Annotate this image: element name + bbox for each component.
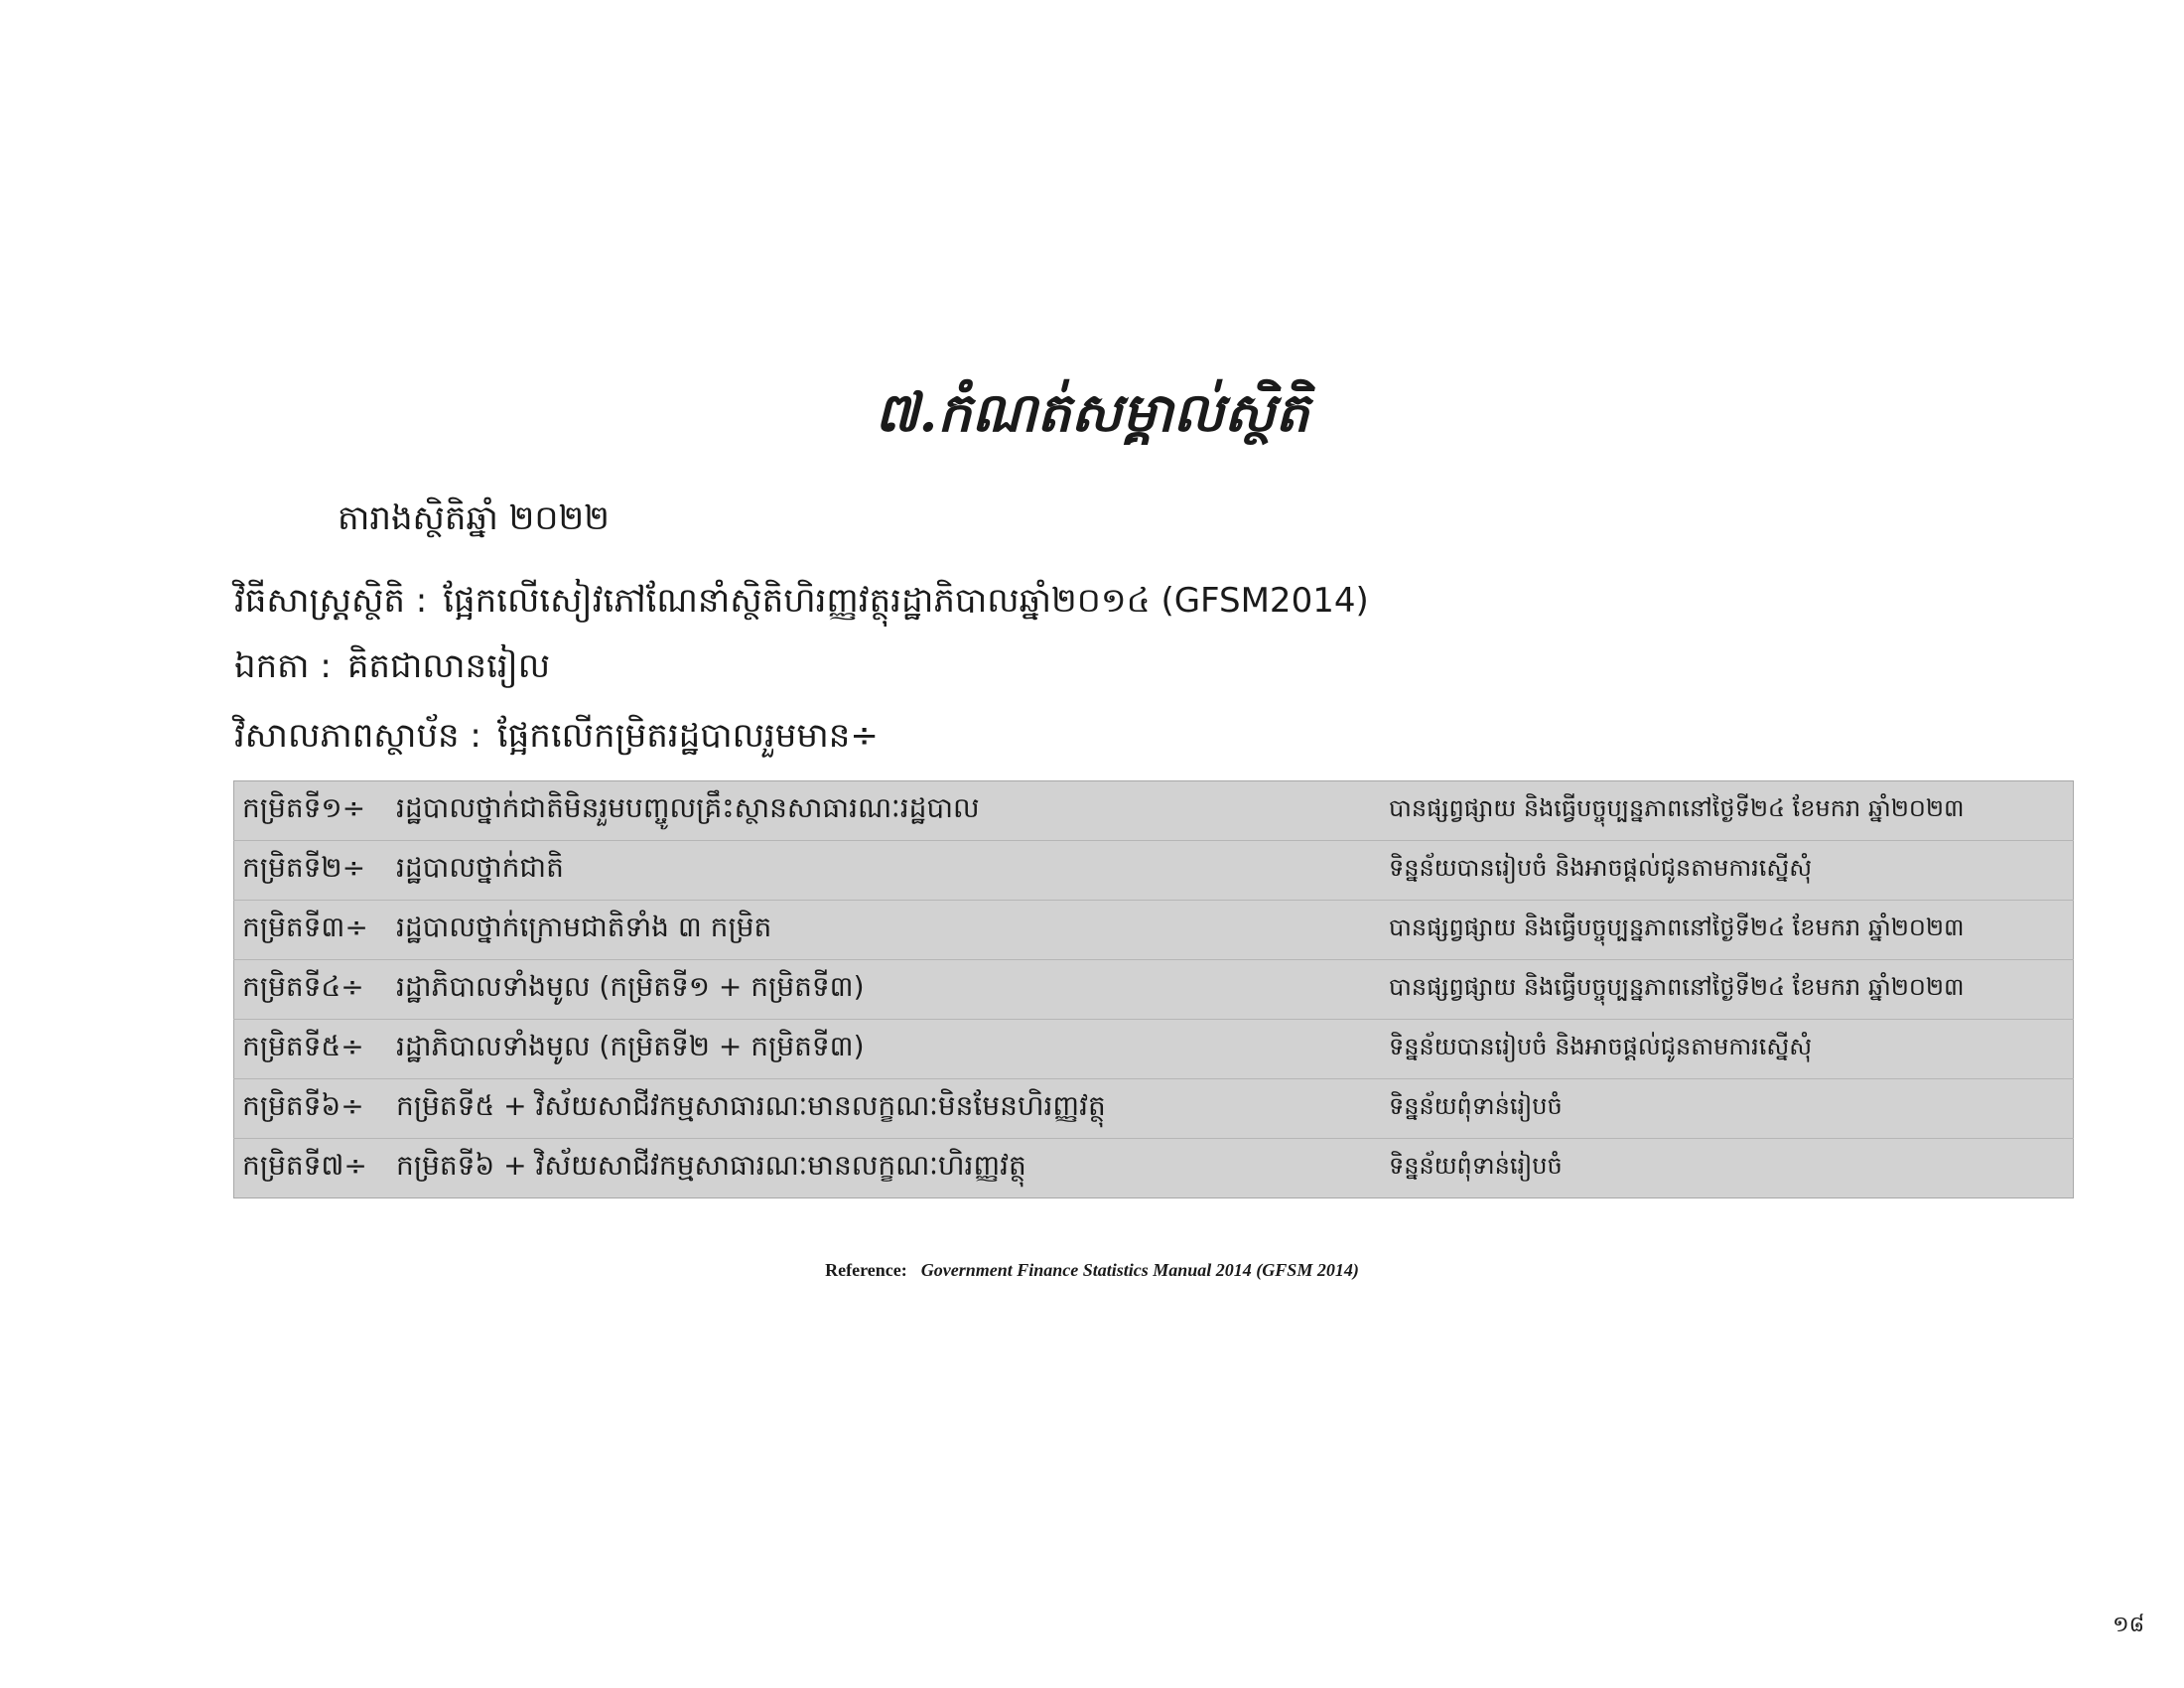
level-cell: កម្រិតទី៣÷	[234, 901, 397, 960]
table-row	[234, 1139, 2074, 1198]
unit-line	[234, 638, 550, 694]
institutional-scope	[234, 708, 879, 764]
description-cell: កម្រិតទី៥ + វិស័យសាជីវកម្មសាធារណៈមានលក្ខណៈមិនមែនហិរញ្ញវត្ថុ	[396, 1079, 1389, 1139]
description-cell: រដ្ឋបាលថ្នាក់ជាតិ	[396, 841, 1389, 901]
description-cell: រដ្ឋាភិបាលទាំងមូល (កម្រិតទី២ + កម្រិតទី៣)	[396, 1020, 1389, 1079]
level-cell: កម្រិតទី២÷	[234, 841, 397, 901]
level-cell: កម្រិតទី១÷	[234, 781, 397, 841]
description-cell: រដ្ឋបាលថ្នាក់ជាតិមិនរួមបញ្ចូលគ្រឹះស្ថានសាធារណៈរដ្ឋបាល	[396, 781, 1389, 841]
status-cell: ទិន្នន័យពុំទាន់រៀបចំ	[1389, 1079, 2074, 1139]
table-row	[234, 781, 2074, 841]
table-row	[234, 960, 2074, 1020]
level-cell: កម្រិតទី៤÷	[234, 960, 397, 1020]
level-cell: កម្រិតទី៦÷	[234, 1079, 397, 1139]
unit-label: ឯកតា :	[234, 646, 332, 686]
page-title: ៧.កំណត់សម្គាល់ស្ថិតិ	[875, 380, 1309, 444]
status-cell: បានផ្សព្វផ្សាយ និងធ្វើបច្ចុប្បន្នភាពនៅថ្ងៃទី២៤ ខែមករា ឆ្នាំ២០២៣	[1389, 901, 2074, 960]
scope-label: វិសាលភាពស្ថាប័ន :	[234, 716, 481, 756]
status-cell: ទិន្នន័យពុំទាន់រៀបចំ	[1389, 1152, 1563, 1180]
page-number: ១៨	[2113, 1613, 2145, 1637]
reference-label: Reference:	[825, 1260, 907, 1280]
status-cell: ទិន្នន័យបានរៀបចំ និងអាចផ្តល់ជូនតាមការស្នើសុំ	[1389, 1020, 2074, 1079]
description-cell: រដ្ឋាភិបាលទាំងមូល (កម្រិតទី១ + កម្រិតទី៣)	[396, 960, 1389, 1020]
description-cell: កម្រិតទី៦ + វិស័យសាជីវកម្មសាធារណៈមានលក្ខណៈហិរញ្ញវត្ថុ	[396, 1149, 1026, 1182]
status-cell: ទិន្នន័យបានរៀបចំ និងអាចផ្តល់ជូនតាមការស្នើសុំ	[1389, 841, 2074, 901]
method-value: ផ្អែកលើសៀវភៅណែនាំស្ថិតិហិរញ្ញវត្ថុរដ្ឋាភិបាលឆ្នាំ២០១៤ (GFSM2014)	[443, 581, 1369, 621]
level-cell: កម្រិតទី៥÷	[234, 1020, 397, 1079]
reference-text: Government Finance Statistics Manual 2014 (GFSM 2014)	[920, 1260, 1359, 1280]
table-row	[234, 901, 2074, 960]
reference-note	[0, 1260, 2184, 1281]
government-levels-table	[233, 780, 2074, 1198]
statistical-method	[234, 573, 1369, 629]
description-cell: រដ្ឋបាលថ្នាក់ក្រោមជាតិទាំង ៣ កម្រិត	[396, 901, 1389, 960]
table-subtitle: តារាងស្ថិតិឆ្នាំ ២០២២	[338, 498, 610, 538]
method-label: វិធីសាស្រ្តស្ថិតិ :	[234, 581, 428, 621]
unit-value: គិតជាលានរៀល	[346, 646, 551, 686]
table-row	[234, 1079, 2074, 1139]
level-cell: កម្រិតទី៧÷	[242, 1149, 367, 1182]
status-cell: បានផ្សព្វផ្សាយ និងធ្វើបច្ចុប្បន្នភាពនៅថ្ងៃទី២៤ ខែមករា ឆ្នាំ២០២៣	[1389, 960, 2074, 1020]
scope-value: ផ្អែកលើកម្រិតរដ្ឋបាលរួមមាន÷	[496, 716, 879, 756]
status-cell: បានផ្សព្វផ្សាយ និងធ្វើបច្ចុប្បន្នភាពនៅថ្ងៃទី២៤ ខែមករា ឆ្នាំ២០២៣	[1389, 781, 2074, 841]
table-row	[234, 1020, 2074, 1079]
table-row	[234, 841, 2074, 901]
